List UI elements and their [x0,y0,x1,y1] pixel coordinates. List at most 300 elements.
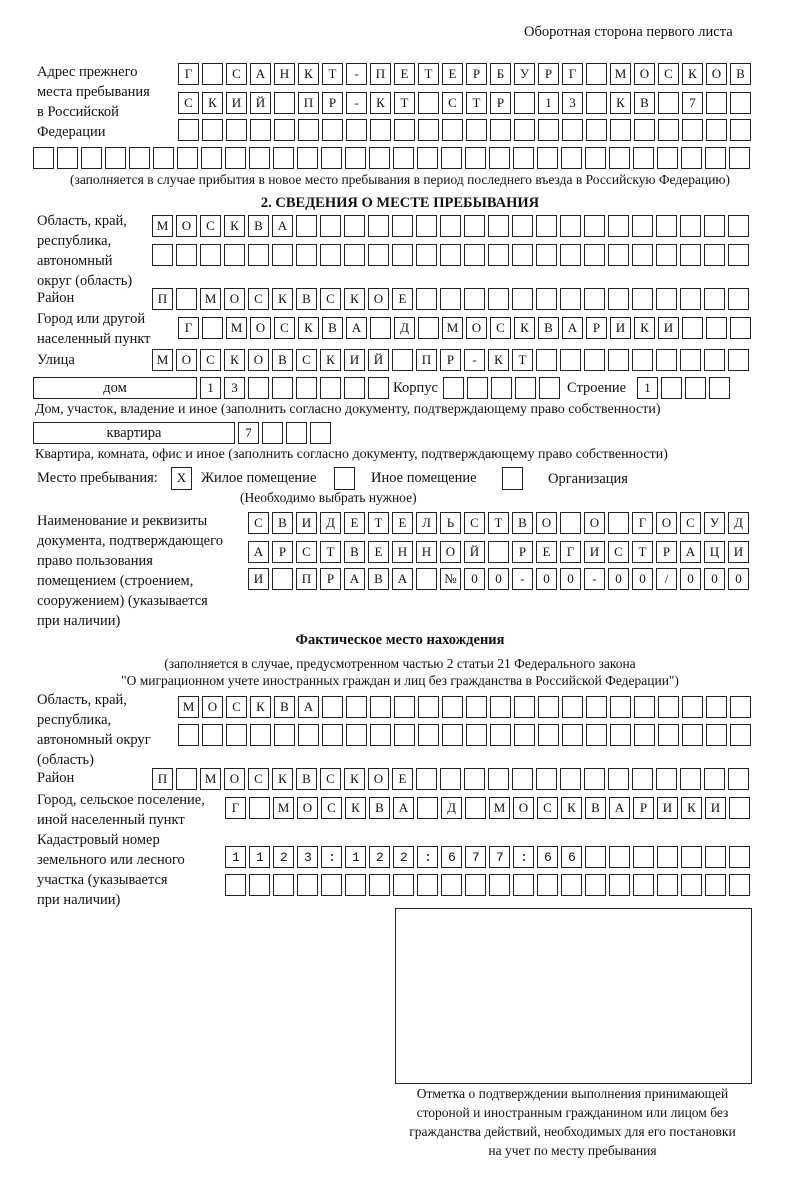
char-cell[interactable] [489,874,510,896]
char-cell[interactable]: А [298,696,319,718]
char-cell[interactable]: О [176,215,197,237]
char-cell[interactable] [297,147,318,169]
char-cell[interactable]: К [320,349,341,371]
char-cell[interactable]: С [200,215,221,237]
char-cell[interactable]: Ь [440,512,461,534]
char-cell[interactable]: В [538,317,559,339]
char-cell[interactable] [416,288,437,310]
char-cell[interactable] [488,541,509,563]
char-cell[interactable] [178,724,199,746]
char-cell[interactable] [274,724,295,746]
char-cell[interactable]: № [440,568,461,590]
char-cell[interactable] [538,119,559,141]
char-cell[interactable]: Р [490,92,511,114]
char-cell[interactable] [464,288,485,310]
char-cell[interactable]: В [322,317,343,339]
char-cell[interactable]: К [514,317,535,339]
char-cell[interactable]: С [200,349,221,371]
char-cell[interactable]: Е [392,512,413,534]
char-cell[interactable] [440,244,461,266]
char-cell[interactable] [514,696,535,718]
char-cell[interactable]: С [226,63,247,85]
char-cell[interactable]: Т [466,92,487,114]
char-cell[interactable] [248,377,269,399]
char-cell[interactable]: А [250,63,271,85]
char-cell[interactable] [656,215,677,237]
char-cell[interactable]: - [464,349,485,371]
house-type-field[interactable]: дом [33,377,197,399]
char-cell[interactable] [682,317,703,339]
char-cell[interactable] [608,768,629,790]
char-cell[interactable] [560,244,581,266]
char-cell[interactable]: Р [633,797,654,819]
char-cell[interactable] [706,696,727,718]
char-cell[interactable]: С [226,696,247,718]
char-cell[interactable] [226,724,247,746]
char-cell[interactable] [201,147,222,169]
char-cell[interactable]: 3 [224,377,245,399]
char-cell[interactable] [416,215,437,237]
char-cell[interactable] [33,147,54,169]
char-cell[interactable] [296,215,317,237]
char-cell[interactable] [320,215,341,237]
char-cell[interactable]: О [250,317,271,339]
char-cell[interactable] [633,874,654,896]
char-cell[interactable] [443,377,464,399]
char-cell[interactable] [512,215,533,237]
char-cell[interactable] [729,874,750,896]
char-cell[interactable] [584,244,605,266]
char-cell[interactable] [344,215,365,237]
char-cell[interactable] [417,147,438,169]
char-cell[interactable] [466,119,487,141]
char-cell[interactable] [706,92,727,114]
char-cell[interactable]: М [442,317,463,339]
char-cell[interactable] [634,119,655,141]
char-cell[interactable] [370,317,391,339]
char-cell[interactable]: Н [274,63,295,85]
char-cell[interactable]: 1 [637,377,658,399]
char-cell[interactable] [416,244,437,266]
char-cell[interactable] [153,147,174,169]
char-cell[interactable]: И [226,92,247,114]
char-cell[interactable]: 0 [536,568,557,590]
char-cell[interactable] [584,768,605,790]
char-cell[interactable]: К [272,768,293,790]
char-cell[interactable]: Р [656,541,677,563]
char-cell[interactable]: - [584,568,605,590]
char-cell[interactable]: Й [250,92,271,114]
char-cell[interactable] [224,244,245,266]
char-cell[interactable]: К [345,797,366,819]
char-cell[interactable]: С [296,349,317,371]
char-cell[interactable] [442,696,463,718]
char-cell[interactable] [658,696,679,718]
char-cell[interactable] [441,147,462,169]
char-cell[interactable] [585,147,606,169]
char-cell[interactable]: С [680,512,701,534]
char-cell[interactable] [320,244,341,266]
char-cell[interactable] [680,288,701,310]
char-cell[interactable] [322,724,343,746]
char-cell[interactable] [322,696,343,718]
char-cell[interactable] [225,147,246,169]
char-cell[interactable] [536,288,557,310]
char-cell[interactable] [489,147,510,169]
char-cell[interactable]: О [248,349,269,371]
char-cell[interactable]: Т [632,541,653,563]
char-cell[interactable]: К [224,349,245,371]
char-cell[interactable]: О [368,768,389,790]
char-cell[interactable] [202,317,223,339]
char-cell[interactable] [730,696,751,718]
char-cell[interactable]: О [176,349,197,371]
char-cell[interactable] [394,119,415,141]
char-cell[interactable] [488,215,509,237]
char-cell[interactable] [537,874,558,896]
char-cell[interactable] [656,288,677,310]
char-cell[interactable]: Р [586,317,607,339]
char-cell[interactable] [418,696,439,718]
char-cell[interactable] [680,244,701,266]
char-cell[interactable] [440,215,461,237]
char-cell[interactable] [417,797,438,819]
char-cell[interactable]: И [657,797,678,819]
char-cell[interactable] [560,512,581,534]
char-cell[interactable]: / [656,568,677,590]
char-cell[interactable]: В [248,215,269,237]
char-cell[interactable] [728,349,749,371]
char-cell[interactable] [392,349,413,371]
char-cell[interactable]: И [296,512,317,534]
char-cell[interactable] [370,119,391,141]
char-cell[interactable]: 0 [728,568,749,590]
char-cell[interactable]: Р [320,568,341,590]
char-cell[interactable]: К [682,63,703,85]
char-cell[interactable]: Т [320,541,341,563]
char-cell[interactable] [250,119,271,141]
char-cell[interactable]: А [680,541,701,563]
char-cell[interactable] [272,568,293,590]
char-cell[interactable] [584,288,605,310]
char-cell[interactable] [634,696,655,718]
char-cell[interactable]: В [512,512,533,534]
char-cell[interactable] [417,874,438,896]
char-cell[interactable] [81,147,102,169]
char-cell[interactable]: 1 [200,377,221,399]
char-cell[interactable] [539,377,560,399]
char-cell[interactable] [176,768,197,790]
char-cell[interactable]: Т [322,63,343,85]
char-cell[interactable]: У [704,512,725,534]
char-cell[interactable] [584,215,605,237]
char-cell[interactable]: А [393,797,414,819]
char-cell[interactable]: Д [728,512,749,534]
char-cell[interactable] [632,768,653,790]
char-cell[interactable] [538,696,559,718]
char-cell[interactable]: Н [392,541,413,563]
char-cell[interactable]: К [344,288,365,310]
char-cell[interactable]: Й [464,541,485,563]
char-cell[interactable] [226,119,247,141]
char-cell[interactable] [536,215,557,237]
char-cell[interactable] [584,349,605,371]
char-cell[interactable] [730,92,751,114]
char-cell[interactable] [273,147,294,169]
char-cell[interactable] [704,215,725,237]
char-cell[interactable] [656,349,677,371]
char-cell[interactable] [706,119,727,141]
char-cell[interactable] [464,244,485,266]
char-cell[interactable] [706,317,727,339]
char-cell[interactable] [562,119,583,141]
char-cell[interactable] [682,696,703,718]
char-cell[interactable] [225,874,246,896]
char-cell[interactable] [488,244,509,266]
char-cell[interactable] [512,288,533,310]
char-cell[interactable] [632,215,653,237]
char-cell[interactable]: Е [392,288,413,310]
char-cell[interactable] [274,119,295,141]
char-cell[interactable] [202,63,223,85]
char-cell[interactable] [658,724,679,746]
char-cell[interactable] [488,768,509,790]
char-cell[interactable] [418,724,439,746]
char-cell[interactable] [704,244,725,266]
char-cell[interactable] [560,768,581,790]
char-cell[interactable] [321,874,342,896]
char-cell[interactable] [321,147,342,169]
char-cell[interactable]: 0 [464,568,485,590]
char-cell[interactable]: О [202,696,223,718]
char-cell[interactable] [368,244,389,266]
char-cell[interactable]: 3 [562,92,583,114]
char-cell[interactable] [465,874,486,896]
char-cell[interactable]: Т [368,512,389,534]
char-cell[interactable] [394,724,415,746]
char-cell[interactable] [536,349,557,371]
char-cell[interactable] [200,244,221,266]
char-cell[interactable] [610,119,631,141]
char-cell[interactable] [393,874,414,896]
char-cell[interactable]: В [344,541,365,563]
char-cell[interactable] [346,696,367,718]
char-cell[interactable] [657,874,678,896]
char-cell[interactable]: Д [320,512,341,534]
char-cell[interactable]: К [250,696,271,718]
char-cell[interactable] [512,768,533,790]
char-cell[interactable] [657,147,678,169]
char-cell[interactable] [656,244,677,266]
char-cell[interactable] [585,874,606,896]
char-cell[interactable]: Р [512,541,533,563]
char-cell[interactable]: О [224,288,245,310]
char-cell[interactable] [177,147,198,169]
char-cell[interactable] [346,724,367,746]
char-cell[interactable]: Ц [704,541,725,563]
char-cell[interactable]: П [152,288,173,310]
char-cell[interactable]: И [728,541,749,563]
char-cell[interactable]: И [705,797,726,819]
char-cell[interactable]: Г [560,541,581,563]
char-cell[interactable] [562,724,583,746]
char-cell[interactable] [680,349,701,371]
char-cell[interactable] [249,874,270,896]
char-cell[interactable]: Г [225,797,246,819]
char-cell[interactable] [368,377,389,399]
char-cell[interactable] [709,377,730,399]
char-cell[interactable]: 0 [632,568,653,590]
char-cell[interactable] [298,119,319,141]
char-cell[interactable] [440,768,461,790]
char-cell[interactable]: О [368,288,389,310]
char-cell[interactable] [418,92,439,114]
char-cell[interactable]: - [512,568,533,590]
char-cell[interactable] [586,63,607,85]
char-cell[interactable]: М [226,317,247,339]
char-cell[interactable]: 7 [238,422,259,444]
char-cell[interactable]: М [200,768,221,790]
char-cell[interactable] [272,244,293,266]
char-cell[interactable]: Р [272,541,293,563]
char-cell[interactable]: М [152,215,173,237]
char-cell[interactable]: Е [394,63,415,85]
flat-type-field[interactable]: квартира [33,422,235,444]
char-cell[interactable]: - [346,63,367,85]
char-cell[interactable] [658,92,679,114]
char-cell[interactable] [178,119,199,141]
char-cell[interactable]: М [178,696,199,718]
char-cell[interactable]: О [584,512,605,534]
char-cell[interactable] [608,512,629,534]
char-cell[interactable] [176,288,197,310]
char-cell[interactable] [296,377,317,399]
char-cell[interactable] [728,244,749,266]
char-cell[interactable]: А [344,568,365,590]
char-cell[interactable] [262,422,283,444]
char-cell[interactable]: К [272,288,293,310]
char-cell[interactable]: С [274,317,295,339]
char-cell[interactable]: П [370,63,391,85]
char-cell[interactable]: М [489,797,510,819]
char-cell[interactable] [394,696,415,718]
char-cell[interactable]: О [440,541,461,563]
char-cell[interactable]: - [346,92,367,114]
char-cell[interactable]: Е [536,541,557,563]
char-cell[interactable]: К [681,797,702,819]
char-cell[interactable]: В [272,512,293,534]
char-cell[interactable]: Р [322,92,343,114]
char-cell[interactable]: Т [418,63,439,85]
char-cell[interactable]: 1 [538,92,559,114]
char-cell[interactable]: 0 [680,568,701,590]
char-cell[interactable] [586,119,607,141]
char-cell[interactable] [512,244,533,266]
char-cell[interactable] [467,377,488,399]
char-cell[interactable] [310,422,331,444]
char-cell[interactable]: Е [344,512,365,534]
char-cell[interactable] [298,724,319,746]
char-cell[interactable] [704,349,725,371]
char-cell[interactable]: К [202,92,223,114]
char-cell[interactable] [728,288,749,310]
char-cell[interactable] [370,724,391,746]
char-cell[interactable]: А [248,541,269,563]
char-cell[interactable]: Т [512,349,533,371]
char-cell[interactable] [633,147,654,169]
char-cell[interactable]: Н [416,541,437,563]
char-cell[interactable]: С [248,288,269,310]
char-cell[interactable]: Г [178,317,199,339]
char-cell[interactable] [608,288,629,310]
char-cell[interactable] [392,215,413,237]
char-cell[interactable] [608,244,629,266]
char-cell[interactable] [344,377,365,399]
char-cell[interactable] [609,874,630,896]
char-cell[interactable]: С [537,797,558,819]
char-cell[interactable]: С [658,63,679,85]
char-cell[interactable]: И [248,568,269,590]
char-cell[interactable] [680,215,701,237]
char-cell[interactable]: В [274,696,295,718]
char-cell[interactable]: С [248,768,269,790]
char-cell[interactable] [249,797,270,819]
char-cell[interactable]: М [200,288,221,310]
char-cell[interactable]: 0 [608,568,629,590]
char-cell[interactable] [129,147,150,169]
char-cell[interactable]: И [584,541,605,563]
char-cell[interactable] [466,696,487,718]
char-cell[interactable] [730,119,751,141]
char-cell[interactable] [370,696,391,718]
char-cell[interactable] [609,147,630,169]
char-cell[interactable]: 0 [560,568,581,590]
char-cell[interactable]: В [730,63,751,85]
char-cell[interactable] [704,768,725,790]
char-cell[interactable]: А [562,317,583,339]
char-cell[interactable] [537,147,558,169]
char-cell[interactable] [560,349,581,371]
char-cell[interactable]: О [297,797,318,819]
char-cell[interactable]: А [392,568,413,590]
char-cell[interactable]: Й [368,349,389,371]
char-cell[interactable]: Г [178,63,199,85]
char-cell[interactable] [465,147,486,169]
char-cell[interactable] [250,724,271,746]
char-cell[interactable] [442,119,463,141]
char-cell[interactable]: С [321,797,342,819]
char-cell[interactable] [610,724,631,746]
char-cell[interactable]: О [466,317,487,339]
char-cell[interactable]: П [298,92,319,114]
char-cell[interactable] [515,377,536,399]
char-cell[interactable] [560,288,581,310]
char-cell[interactable] [286,422,307,444]
char-cell[interactable] [274,92,295,114]
char-cell[interactable] [513,874,534,896]
char-cell[interactable] [705,874,726,896]
char-cell[interactable] [345,147,366,169]
char-cell[interactable] [490,119,511,141]
char-cell[interactable]: М [273,797,294,819]
char-cell[interactable]: К [370,92,391,114]
char-cell[interactable]: Е [392,768,413,790]
char-cell[interactable]: В [369,797,390,819]
char-cell[interactable]: С [320,768,341,790]
char-cell[interactable]: М [610,63,631,85]
char-cell[interactable] [369,147,390,169]
char-cell[interactable] [369,874,390,896]
